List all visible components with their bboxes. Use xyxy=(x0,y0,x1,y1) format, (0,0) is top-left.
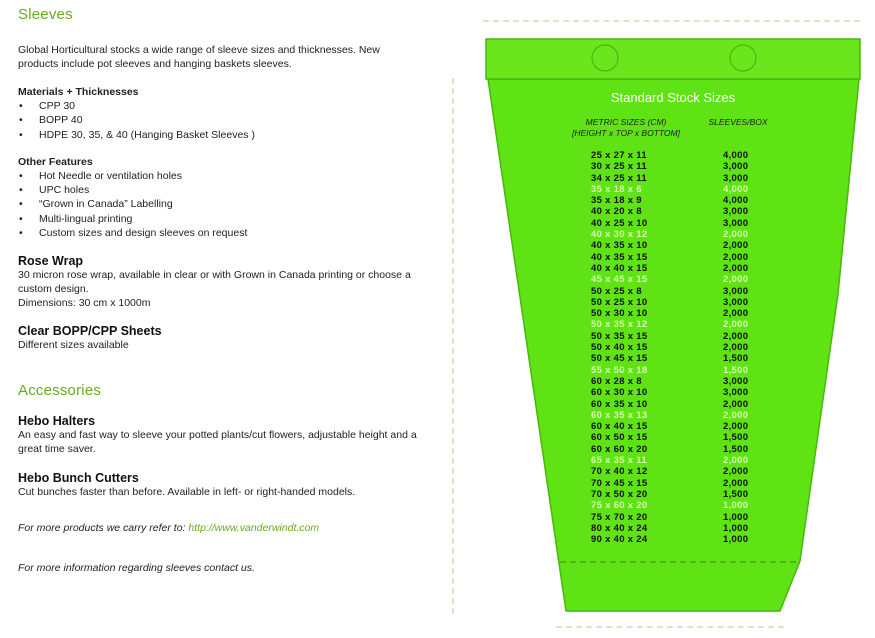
size-cell: 34 x 25 x 11 xyxy=(591,172,647,184)
list-item: • Custom sizes and design sleeves on request xyxy=(18,226,418,240)
table-row xyxy=(555,444,791,455)
size-cell: 30 x 25 x 11 xyxy=(591,161,647,173)
table-row xyxy=(555,466,791,477)
quantity-cell: 3,000 xyxy=(723,375,749,387)
size-cell: 40 x 40 x 15 xyxy=(591,262,648,274)
sleeves-intro: Global Horticultural stocks a wide range of sleeve sizes and thicknesses. New products include pot sleeves and hanging baskets sleeves. xyxy=(18,44,380,70)
quantity-cell: 2,000 xyxy=(723,421,749,433)
quantity-cell: 2,000 xyxy=(723,229,749,241)
table-title: Standard Stock Sizes xyxy=(610,90,736,105)
quantity-cell: 2,000 xyxy=(723,409,749,421)
stock-sizes-table xyxy=(555,90,791,545)
table-row xyxy=(555,523,791,534)
list-item: • HDPE 30, 35, & 40 (Hanging Basket Sleeves ) xyxy=(18,128,418,142)
size-cell: 50 x 35 x 12 xyxy=(591,319,648,331)
size-cell: 35 x 18 x 9 xyxy=(591,195,642,207)
quantity-cell: 3,000 xyxy=(723,172,749,184)
size-cell: 35 x 18 x 6 xyxy=(591,183,642,195)
size-cell: 65 x 35 x 11 xyxy=(591,455,647,467)
quantity-cell: 2,000 xyxy=(723,308,749,320)
table-row xyxy=(555,489,791,500)
size-cell: 55 x 50 x 18 xyxy=(591,364,648,376)
table-row xyxy=(555,478,791,489)
sleeve-header-band xyxy=(486,39,860,79)
quantity-cell: 1,500 xyxy=(723,353,749,365)
quantity-cell: 3,000 xyxy=(723,161,749,173)
quantity-cell: 1,500 xyxy=(723,432,749,444)
size-cell: 60 x 60 x 20 xyxy=(591,443,648,455)
size-cell: 60 x 40 x 15 xyxy=(591,421,648,433)
table-row xyxy=(555,206,791,217)
quantity-cell: 2,000 xyxy=(723,262,749,274)
clear-sheets-heading: Clear BOPP/CPP Sheets xyxy=(18,324,162,339)
size-cell: 70 x 40 x 12 xyxy=(591,466,648,478)
hebo-cutters-text: Cut bunches faster than before. Available in left- or right-handed models. xyxy=(18,486,356,499)
list-item: • Multi-lingual printing xyxy=(18,212,418,226)
size-cell: 70 x 50 x 20 xyxy=(591,488,648,500)
quantity-cell: 2,000 xyxy=(723,466,749,478)
size-cell: 75 x 60 x 20 xyxy=(591,500,648,512)
quantity-cell: 4,000 xyxy=(723,150,749,161)
table-row xyxy=(555,410,791,421)
quantity-cell: 3,000 xyxy=(723,285,749,297)
table-row xyxy=(555,399,791,410)
size-cell: 50 x 25 x 8 xyxy=(591,285,642,297)
left-column xyxy=(18,6,418,575)
table-row xyxy=(555,150,791,161)
rose-wrap-text: 30 micron rose wrap, available in clear or with Grown in Canada printing or choose a custom design. xyxy=(18,269,411,296)
table-row xyxy=(555,387,791,398)
bottom-dashed-divider xyxy=(556,626,784,628)
size-cell: 80 x 40 x 24 xyxy=(591,522,648,534)
quantity-cell: 4,000 xyxy=(723,183,749,195)
quantity-cell: 3,000 xyxy=(723,387,749,399)
materials-list xyxy=(18,99,418,142)
hebo-halters-text: An easy and fast way to sleeve your potted plants/cut flowers, adjustable height and a great time saver. xyxy=(18,429,417,456)
table-row xyxy=(555,331,791,342)
table-row xyxy=(555,308,791,319)
vertical-dashed-divider xyxy=(452,78,454,614)
quantity-cell: 2,000 xyxy=(723,477,749,489)
table-row xyxy=(555,195,791,206)
size-cell: 60 x 35 x 10 xyxy=(591,398,648,410)
metric-header xyxy=(563,117,689,139)
table-row xyxy=(555,376,791,387)
size-cell: 60 x 50 x 15 xyxy=(591,432,648,444)
table-row xyxy=(555,297,791,308)
table-row xyxy=(555,432,791,443)
quantity-cell: 1,000 xyxy=(723,511,749,523)
list-item: • BOPP 40 xyxy=(18,113,418,127)
table-rows xyxy=(555,150,791,545)
size-cell: 25 x 27 x 11 xyxy=(591,150,647,161)
size-cell: 45 x 45 x 15 xyxy=(591,274,648,286)
table-row xyxy=(555,353,791,364)
rose-wrap-dimensions: Dimensions: 30 cm x 1000m xyxy=(18,297,151,310)
table-row xyxy=(555,173,791,184)
size-cell: 60 x 30 x 10 xyxy=(591,387,648,399)
quantity-cell: 2,000 xyxy=(723,251,749,263)
list-item: • “Grown in Canada” Labelling xyxy=(18,197,418,211)
quantity-cell: 2,000 xyxy=(723,319,749,331)
quantity-cell: 2,000 xyxy=(723,342,749,354)
table-row xyxy=(555,218,791,229)
features-heading: Other Features xyxy=(18,155,93,168)
list-item: • UPC holes xyxy=(18,183,418,197)
quantity-cell: 1,500 xyxy=(723,443,749,455)
quantity-cell: 4,000 xyxy=(723,195,749,207)
hebo-cutters-heading: Hebo Bunch Cutters xyxy=(18,471,139,486)
metric-header-line2: [HEIGHT x TOP x BOTTOM] xyxy=(572,128,680,138)
materials-heading: Materials + Thicknesses xyxy=(18,86,139,98)
table-row xyxy=(555,286,791,297)
top-dashed-divider xyxy=(483,20,860,22)
table-row xyxy=(555,240,791,251)
more-products-line xyxy=(18,521,418,535)
contact-text: For more information regarding sleeves contact us. xyxy=(18,562,255,575)
quantity-cell: 2,000 xyxy=(723,330,749,342)
size-cell: 40 x 30 x 12 xyxy=(591,229,648,241)
quantity-cell: 3,000 xyxy=(723,296,749,308)
table-row xyxy=(555,455,791,466)
table-header xyxy=(555,117,791,147)
table-row xyxy=(555,229,791,240)
table-row xyxy=(555,342,791,353)
size-cell: 75 x 70 x 20 xyxy=(591,511,648,523)
table-row xyxy=(555,319,791,330)
quantity-cell: 2,000 xyxy=(723,398,749,410)
quantity-cell: 3,000 xyxy=(723,206,749,218)
size-cell: 50 x 40 x 15 xyxy=(591,342,648,354)
quantity-cell: 1,500 xyxy=(723,364,749,376)
size-cell: 90 x 40 x 24 xyxy=(591,534,648,546)
size-cell: 40 x 20 x 8 xyxy=(591,206,642,218)
quantity-cell: 3,000 xyxy=(723,217,749,229)
metric-header-line1: METRIC SIZES (CM) xyxy=(585,117,667,127)
table-row xyxy=(555,365,791,376)
size-cell: 40 x 35 x 10 xyxy=(591,240,648,252)
size-cell: 50 x 35 x 15 xyxy=(591,330,648,342)
more-products-text: For more products we carry refer to: xyxy=(18,522,186,535)
table-row xyxy=(555,161,791,172)
sleeves-title: Sleeves xyxy=(18,6,73,23)
hebo-halters-heading: Hebo Halters xyxy=(18,414,96,429)
table-row xyxy=(555,534,791,545)
table-row xyxy=(555,263,791,274)
features-list xyxy=(18,169,418,240)
clear-sheets-text: Different sizes available xyxy=(18,339,129,352)
quantity-cell: 2,000 xyxy=(723,240,749,252)
size-cell: 60 x 35 x 13 xyxy=(591,409,648,421)
table-row xyxy=(555,274,791,285)
size-cell: 50 x 45 x 15 xyxy=(591,353,648,365)
size-cell: 50 x 30 x 10 xyxy=(591,308,648,320)
quantity-cell: 1,000 xyxy=(723,500,749,512)
quantity-cell: 1,000 xyxy=(723,522,749,534)
quantity-cell: 2,000 xyxy=(723,455,749,467)
size-cell: 70 x 45 x 15 xyxy=(591,477,648,489)
quantity-cell: 1,000 xyxy=(723,534,749,546)
table-row xyxy=(555,500,791,511)
sleeves-header: SLEEVES/BOX xyxy=(708,117,768,127)
size-cell: 40 x 35 x 15 xyxy=(591,251,648,263)
table-row xyxy=(555,421,791,432)
vanderwindt-link[interactable]: http://www.vanderwindt.com xyxy=(188,522,320,535)
rose-wrap-heading: Rose Wrap xyxy=(18,254,84,269)
table-row xyxy=(555,512,791,523)
size-cell: 60 x 28 x 8 xyxy=(591,375,642,387)
quantity-cell: 2,000 xyxy=(723,274,749,286)
list-item: • CPP 30 xyxy=(18,99,418,113)
accessories-title: Accessories xyxy=(18,382,102,400)
quantity-cell: 1,500 xyxy=(723,488,749,500)
list-item: • Hot Needle or ventilation holes xyxy=(18,169,418,183)
size-cell: 50 x 25 x 10 xyxy=(591,296,648,308)
size-cell: 40 x 25 x 10 xyxy=(591,217,648,229)
table-row xyxy=(555,252,791,263)
table-row xyxy=(555,184,791,195)
